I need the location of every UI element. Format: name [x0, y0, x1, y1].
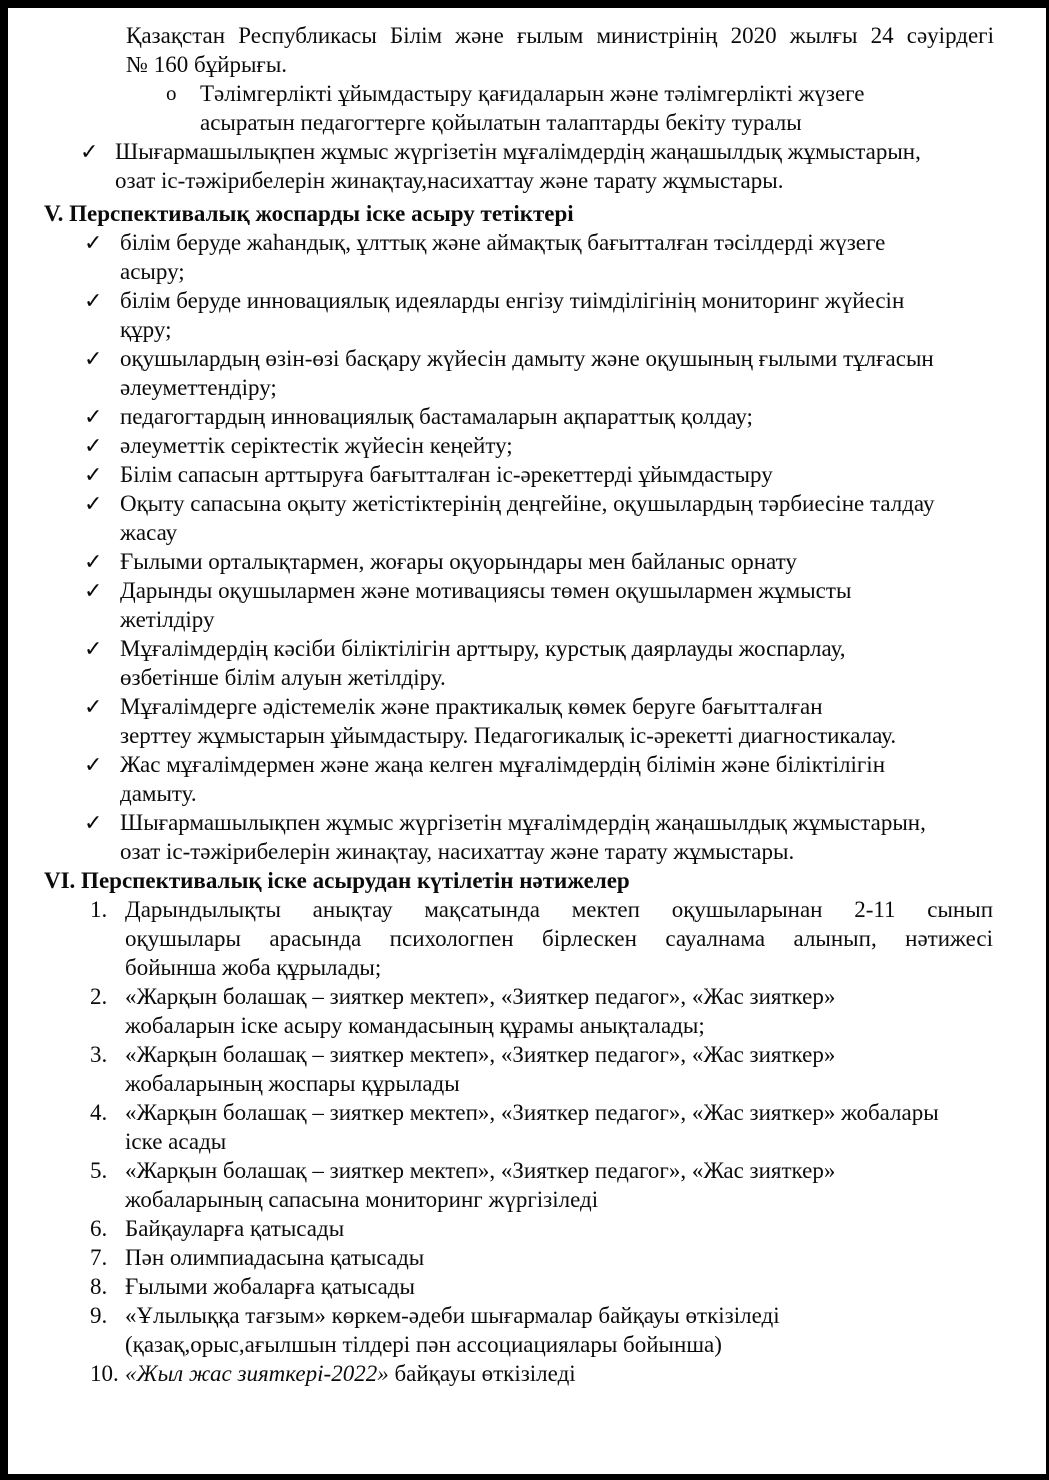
text-line: Жас мұғалімдермен және жаңа келген мұғалімдердің білімін және біліктілігін	[120, 752, 886, 777]
list-item	[90, 982, 1046, 1040]
list-item	[84, 402, 1046, 431]
text-line: (қазақ,орыс,ағылшын тілдері пән ассоциациялары бойынша)	[125, 1332, 722, 1357]
text-line: оқушылардың өзін-өзі басқару жүйесін дамыту және оқушының ғылыми тұлғасын	[120, 346, 934, 371]
item-number: 9.	[90, 1303, 108, 1328]
list-item	[84, 547, 1046, 576]
checkmark-icon: ✓	[84, 752, 103, 777]
text-line: Қазақстан Республикасы Білім және ғылым министрінің 2020 жылғы 24 сәуірдегі	[126, 23, 994, 48]
text-line: «Жарқын болашақ – зияткер мектеп», «Зияткер педагог», «Жас зияткер»	[125, 984, 836, 1009]
text-line: жобаларының жоспары құрылады	[125, 1071, 460, 1096]
text-line: «Жарқын болашақ – зияткер мектеп», «Зияткер педагог», «Жас зияткер» жобалары	[125, 1100, 939, 1125]
checkmark-icon: ✓	[84, 288, 103, 313]
section-v-heading: V. Перспективалық жоспарды іске асыру тетіктері	[44, 201, 574, 226]
text-line: Ғылыми жобаларға қатысады	[125, 1274, 415, 1299]
text-line: Байқауларға қатысады	[125, 1216, 345, 1241]
text-line: білім беруде жаһандық, ұлттық және аймақтық бағытталған тәсілдерді жүзеге	[120, 230, 886, 255]
text-line: Оқыту сапасына оқыту жетістіктерінің деңгейіне, оқушылардың тәрбиесіне талдау	[120, 491, 935, 516]
list-item	[90, 1243, 1046, 1272]
list-item	[84, 634, 1046, 692]
list-item	[90, 1359, 1046, 1388]
list-item	[90, 1214, 1046, 1243]
text-line: Тәлімгерлікті ұйымдастыру қағидаларын және тәлімгерлікті жүзеге	[200, 81, 865, 106]
text-line: № 160 бұйрығы.	[126, 52, 288, 77]
list-item	[84, 460, 1046, 489]
checkmark-icon: ✓	[84, 433, 103, 458]
text-line: дамыту.	[120, 781, 197, 806]
text-line: іске асады	[125, 1129, 227, 1154]
item-number: 5.	[90, 1158, 108, 1183]
text-line: Шығармашылықпен жұмыс жүргізетін мұғалімдердің жаңашылдық жұмыстарын,	[115, 139, 921, 164]
list-item	[90, 1301, 1046, 1359]
text-line	[125, 1359, 576, 1388]
item-number: 4.	[90, 1100, 108, 1125]
text-line: Шығармашылықпен жұмыс жүргізетін мұғалімдердің жаңашылдық жұмыстарын,	[120, 810, 926, 835]
list-item	[90, 1040, 1046, 1098]
text-line: өзбетінше білім алуын жетілдіру.	[120, 665, 446, 690]
list-item	[84, 431, 1046, 460]
item-number: 2.	[90, 984, 108, 1009]
checkmark-icon: ✓	[84, 810, 103, 835]
section-vi-heading: VI. Перспективалық іске асырудан күтілетін нәтижелер	[44, 868, 630, 893]
list-item	[84, 750, 1046, 808]
item-number: 8.	[90, 1274, 108, 1299]
list-item	[84, 286, 1046, 344]
text-line: «Ұлылыққа тағзым» көркем-әдеби шығармалар байқауы өткізіледі	[125, 1303, 780, 1328]
item-number: 6.	[90, 1216, 108, 1241]
text-line: асыру;	[120, 259, 185, 284]
text-line: озат іс-тәжірибелерін жинақтау,насихаттау және тарату жұмыстары.	[115, 168, 784, 193]
list-item	[90, 1156, 1046, 1214]
item-number: 10.	[90, 1361, 119, 1386]
text-line: Дарынды оқушылармен және мотивациясы төмен оқушылармен жұмысты	[120, 578, 852, 603]
item-number: 7.	[90, 1245, 108, 1270]
list-item	[84, 808, 1046, 866]
text-line: жетілдіру	[120, 607, 215, 632]
text-line: бойынша жоба құрылады;	[125, 955, 382, 980]
text-line: Мұғалімдерге әдістемелік және практикалық көмек беруге бағытталған	[120, 694, 823, 719]
list-item	[84, 576, 1046, 634]
text-line: Білім сапасын арттыруға бағытталған іс-әрекеттерді ұйымдастыру	[120, 462, 773, 487]
contest-name-italic: «Жыл жас зияткері-2022»	[125, 1361, 389, 1386]
text-line: әлеуметтендіру;	[120, 375, 277, 400]
checkmark-icon: ✓	[80, 139, 99, 164]
list-item	[84, 228, 1046, 286]
document-content	[8, 8, 1046, 1388]
text-line: жасау	[120, 520, 178, 545]
list-item	[90, 1272, 1046, 1301]
text-line: зерттеу жұмыстарын ұйымдастыру. Педагогикалық іс-әрекетті диагностикалау.	[120, 723, 897, 748]
checkmark-icon: ✓	[84, 346, 103, 371]
text-segment: байқауы өткізіледі	[388, 1361, 576, 1386]
checkmark-icon: ✓	[84, 491, 103, 516]
checkmark-icon: ✓	[84, 578, 103, 603]
checkmark-icon: ✓	[84, 636, 103, 661]
text-line: Мұғалімдердің кәсіби біліктілігін арттыру, курстық даярлауды жоспарлау,	[120, 636, 846, 661]
text-line: озат іс-тәжірибелерін жинақтау, насихаттау және тарату жұмыстары.	[120, 839, 795, 864]
list-item	[84, 489, 1046, 547]
text-line: құру;	[120, 317, 172, 342]
list-item	[166, 79, 1046, 137]
checkmark-icon: ✓	[84, 404, 103, 429]
text-line: жобаларының сапасына мониторинг жүргізіледі	[125, 1187, 599, 1212]
text-line: педагогтардың инновациялық бастамаларын ақпараттық қолдау;	[120, 404, 753, 429]
text-line: білім беруде инновациялық идеяларды енгізу тиімділігінің мониторинг жүйесін	[120, 288, 905, 313]
text-line: Пән олимпиадасына қатысады	[125, 1245, 425, 1270]
text-line: оқушылары арасында психологпен бірлескен сауалнама алынып, нәтижесі	[125, 926, 993, 951]
text-line: Дарындылықты анықтау мақсатында мектеп оқушыларынан 2-11 сынып	[125, 897, 993, 922]
text-line: «Жарқын болашақ – зияткер мектеп», «Зияткер педагог», «Жас зияткер»	[125, 1042, 836, 1067]
text-line: жобаларын іске асыру командасының құрамы анықталады;	[125, 1013, 705, 1038]
intro-paragraph	[126, 21, 994, 79]
item-number: 3.	[90, 1042, 108, 1067]
checkmark-icon: ✓	[84, 462, 103, 487]
text-line: «Жарқын болашақ – зияткер мектеп», «Зияткер педагог», «Жас зияткер»	[125, 1158, 836, 1183]
checkmark-icon: ✓	[84, 549, 103, 574]
checkmark-icon: ✓	[84, 230, 103, 255]
list-item	[90, 1098, 1046, 1156]
list-item	[84, 692, 1046, 750]
circle-bullet-icon: o	[166, 81, 177, 105]
text-line: асыратын педагогтерге қойылатын талаптарды бекіту туралы	[200, 110, 802, 135]
list-item	[90, 895, 1046, 982]
list-item	[80, 137, 1046, 195]
text-line: Ғылыми орталықтармен, жоғары оқуорындары мен байланыс орнату	[120, 549, 797, 574]
checkmark-icon: ✓	[84, 694, 103, 719]
text-line: әлеуметтік серіктестік жүйесін кеңейту;	[120, 433, 513, 458]
item-number: 1.	[90, 897, 108, 922]
list-item	[84, 344, 1046, 402]
